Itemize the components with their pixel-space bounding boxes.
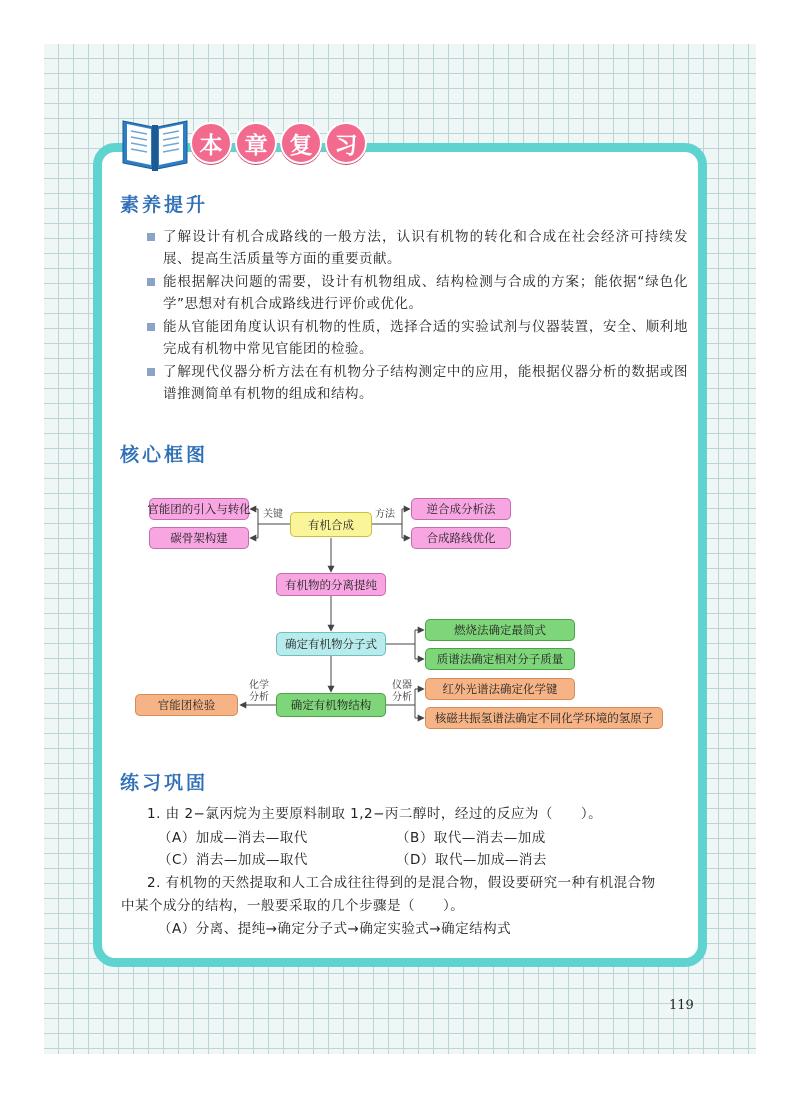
node-combustion: 燃烧法确定最简式 bbox=[425, 619, 575, 641]
node-retro-analysis: 逆合成分析法 bbox=[411, 498, 511, 520]
edge-label-chem-analysis bbox=[246, 680, 272, 704]
list-item bbox=[143, 361, 688, 405]
list-item bbox=[143, 316, 688, 360]
list-item-text: 能根据解决问题的需要，设计有机物组成、结构检测与合成的方案；能依据“绿色化学”思想对有机合成路线进行评价或优化。 bbox=[163, 274, 688, 312]
question-1-option-b: （B）取代—消去—加成 bbox=[396, 830, 546, 846]
question-2-stem-line1: 2. 有机物的天然提取和人工合成往往得到的是混合物，假设要研究一种有机混合物 bbox=[147, 875, 656, 891]
chapter-review-title bbox=[190, 122, 367, 166]
title-char: 本 bbox=[190, 122, 232, 164]
question-1-stem: 1. 由 2−氯丙烷为主要原料制取 1,2−丙二醇时，经过的反应为（ ）。 bbox=[147, 806, 603, 822]
edge-label-line: 分析 bbox=[392, 692, 412, 703]
question-2-option-a: （A）分离、提纯→确定分子式→确定实验式→确定结构式 bbox=[158, 921, 512, 937]
question-1-option-a: （A）加成—消去—取代 bbox=[158, 830, 308, 846]
bullet-square-icon bbox=[147, 323, 155, 331]
node-molecular-formula: 确定有机物分子式 bbox=[276, 632, 386, 656]
node-nmr: 核磁共振氢谱法确定不同化学环境的氢原子 bbox=[425, 707, 663, 729]
title-char: 习 bbox=[325, 122, 367, 164]
node-structure: 确定有机物结构 bbox=[276, 693, 386, 717]
node-ir: 红外光谱法确定化学键 bbox=[425, 678, 575, 700]
section-title-practice: 练习巩固 bbox=[120, 772, 209, 794]
question-1-option-c: （C）消去—加成—取代 bbox=[158, 852, 308, 868]
edge-label-key: 关键 bbox=[263, 509, 283, 520]
list-item bbox=[143, 271, 688, 315]
open-book-icon bbox=[117, 113, 193, 173]
bullet-square-icon bbox=[147, 278, 155, 286]
node-fg-test: 官能团检验 bbox=[135, 694, 238, 716]
bullet-square-icon bbox=[147, 233, 155, 241]
literacy-list bbox=[143, 226, 688, 406]
question-2-stem-line2: 中某个成分的结构，一般要采取的几个步骤是（ ）。 bbox=[121, 898, 465, 914]
section-title-literacy: 素养提升 bbox=[120, 194, 209, 216]
edge-label-method: 方法 bbox=[375, 509, 395, 520]
title-char: 复 bbox=[280, 122, 322, 164]
bullet-square-icon bbox=[147, 368, 155, 376]
node-route-optimization: 合成路线优化 bbox=[411, 527, 511, 549]
title-char: 章 bbox=[235, 122, 277, 164]
edge-label-instrument bbox=[389, 680, 415, 704]
edge-label-line: 仪器 bbox=[392, 680, 412, 691]
page-number: 119 bbox=[669, 998, 694, 1013]
edge-label-line: 分析 bbox=[249, 692, 269, 703]
edge-label-line: 化学 bbox=[249, 680, 269, 691]
node-separation: 有机物的分离提纯 bbox=[276, 573, 386, 596]
node-carbon-skeleton: 碳骨架构建 bbox=[149, 527, 249, 549]
node-mass-spec: 质谱法确定相对分子质量 bbox=[425, 648, 575, 670]
list-item-text: 了解设计有机合成路线的一般方法，认识有机物的转化和合成在社会经济可持续发展、提高生活质量等方面的重要贡献。 bbox=[163, 229, 688, 267]
list-item bbox=[143, 226, 688, 270]
list-item-text: 能从官能团角度认识有机物的性质，选择合适的实验试剂与仪器装置，安全、顺利地完成有机物中常见官能团的检验。 bbox=[163, 319, 688, 357]
node-functional-group-intro: 官能团的引入与转化 bbox=[149, 498, 249, 520]
section-title-framework: 核心框图 bbox=[120, 444, 209, 466]
question-1-option-d: （D）取代—加成—消去 bbox=[396, 852, 547, 868]
list-item-text: 了解现代仪器分析方法在有机物分子结构测定中的应用，能根据仪器分析的数据或图谱推测简单有机物的组成和结构。 bbox=[163, 364, 688, 402]
node-organic-synthesis: 有机合成 bbox=[290, 512, 372, 537]
